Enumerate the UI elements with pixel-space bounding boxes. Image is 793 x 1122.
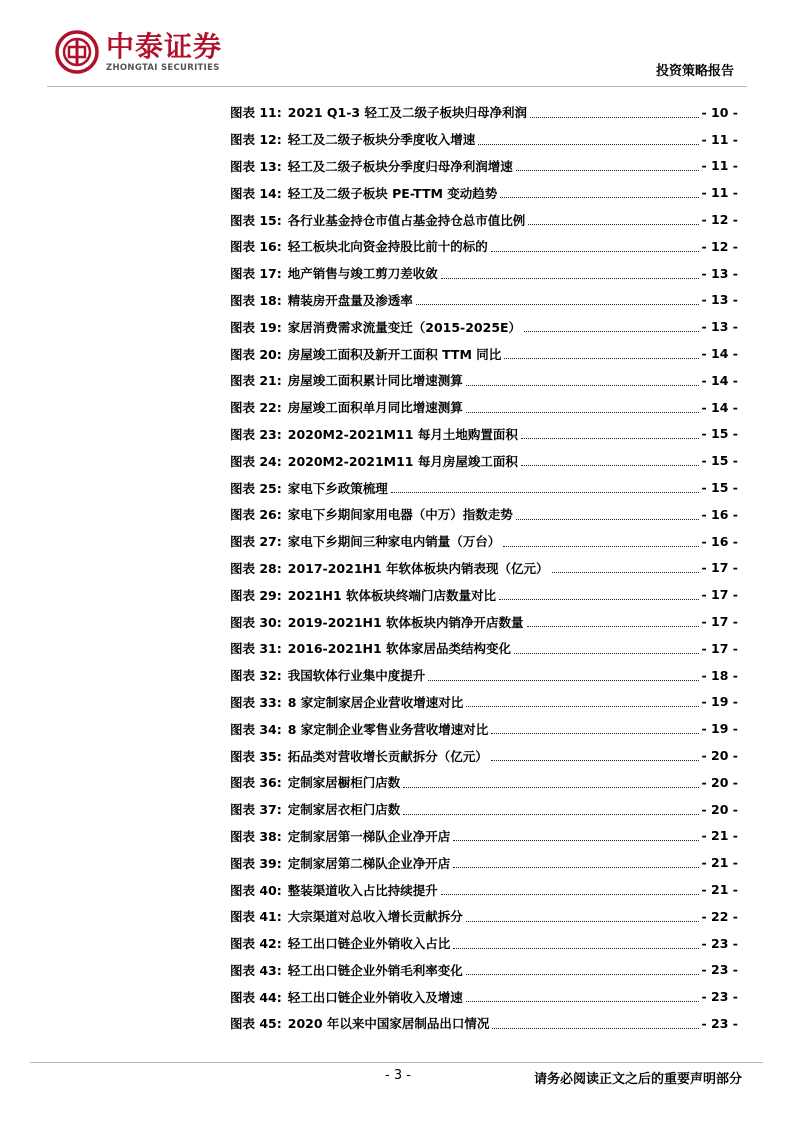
toc-figure-label: 图表 39: (230, 855, 282, 871)
toc-dot-leader (521, 464, 699, 466)
toc-page-number: - 15 - (701, 426, 738, 442)
toc-page-number: - 11 - (701, 158, 738, 174)
company-name-en: ZHONGTAI SECURITIES (106, 63, 220, 73)
toc-figure-label: 图表 32: (230, 668, 282, 684)
toc-entry[interactable] (230, 340, 738, 367)
toc-dot-leader (453, 947, 698, 949)
toc-figure-title: 家居消费需求流量变迁（2015-2025E） (287, 319, 522, 335)
toc-page-number: - 20 - (701, 774, 738, 790)
toc-figure-label: 图表 29: (230, 587, 282, 603)
toc-page-number: - 18 - (701, 667, 738, 683)
toc-figure-label: 图表 18: (230, 292, 282, 308)
toc-figure-label: 图表 33: (230, 694, 282, 710)
header-divider (47, 86, 747, 87)
toc-entry[interactable] (230, 957, 738, 984)
toc-page-number: - 21 - (701, 855, 738, 871)
toc-dot-leader (516, 169, 699, 171)
toc-figure-title: 轻工及二级子板块分季度收入增速 (287, 132, 476, 148)
toc-page-number: - 14 - (701, 346, 738, 362)
toc-figure-label: 图表 27: (230, 534, 282, 550)
toc-figure-title: 8 家定制家居企业营收增速对比 (287, 694, 464, 710)
toc-dot-leader (403, 786, 698, 788)
toc-dot-leader (516, 518, 699, 520)
toc-entry[interactable] (230, 313, 738, 340)
toc-entry[interactable] (230, 474, 738, 501)
toc-figure-title: 大宗渠道对总收入增长贡献拆分 (287, 909, 463, 925)
toc-entry[interactable] (230, 153, 738, 180)
toc-entry[interactable] (230, 126, 738, 153)
toc-figure-title: 我国软体行业集中度提升 (287, 668, 426, 684)
toc-page-number: - 17 - (701, 614, 738, 630)
toc-dot-leader (514, 652, 698, 654)
toc-entry[interactable] (230, 206, 738, 233)
toc-page-number: - 17 - (701, 640, 738, 656)
toc-page-number: - 13 - (701, 292, 738, 308)
toc-page-number: - 15 - (701, 480, 738, 496)
toc-figure-label: 图表 41: (230, 909, 282, 925)
toc-entry[interactable] (230, 742, 738, 769)
toc-figure-title: 轻工出口链企业外销收入及增速 (287, 989, 463, 1005)
toc-entry[interactable] (230, 635, 738, 662)
company-logo (55, 28, 222, 76)
toc-dot-leader (499, 598, 698, 600)
toc-figure-title: 家电下乡政策梳理 (287, 480, 388, 496)
toc-entry[interactable] (230, 983, 738, 1010)
toc-dot-leader (466, 384, 699, 386)
toc-figure-label: 图表 20: (230, 346, 282, 362)
toc-figure-title: 房屋竣工面积及新开工面积 TTM 同比 (287, 346, 502, 362)
toc-dot-leader (441, 277, 699, 279)
toc-entry[interactable] (230, 608, 738, 635)
toc-figure-label: 图表 21: (230, 373, 282, 389)
toc-page-number: - 21 - (701, 828, 738, 844)
toc-figure-title: 定制家居橱柜门店数 (287, 775, 401, 791)
toc-figure-title: 2016-2021H1 软体家居品类结构变化 (287, 641, 512, 657)
toc-figure-title: 家电下乡期间三种家电内销量（万台） (287, 534, 501, 550)
toc-page-number: - 11 - (701, 185, 738, 201)
toc-page-number: - 10 - (701, 104, 738, 120)
toc-figure-label: 图表 28: (230, 560, 282, 576)
toc-dot-leader (528, 223, 698, 225)
toc-figure-title: 轻工出口链企业外销收入占比 (287, 936, 451, 952)
toc-entry[interactable] (230, 581, 738, 608)
toc-figure-title: 2019-2021H1 软体板块内销净开店数量 (287, 614, 524, 630)
toc-dot-leader (391, 491, 699, 493)
toc-figure-label: 图表 15: (230, 212, 282, 228)
toc-figure-label: 图表 17: (230, 266, 282, 282)
toc-dot-leader (527, 625, 699, 627)
toc-entry[interactable] (230, 260, 738, 287)
toc-dot-leader (441, 893, 699, 895)
toc-figure-title: 定制家居第一梯队企业净开店 (287, 828, 451, 844)
toc-figure-label: 图表 44: (230, 989, 282, 1005)
toc-page-number: - 20 - (701, 748, 738, 764)
toc-page-number: - 21 - (701, 882, 738, 897)
toc-dot-leader (453, 839, 698, 841)
toc-page-number: - 17 - (701, 587, 738, 603)
toc-dot-leader (492, 1027, 698, 1029)
toc-figure-label: 图表 16: (230, 239, 282, 255)
toc-figure-label: 图表 36: (230, 775, 282, 791)
toc-figure-title: 定制家居第二梯队企业净开店 (287, 855, 451, 871)
toc-figure-label: 图表 34: (230, 721, 282, 737)
toc-figure-label: 图表 14: (230, 185, 282, 201)
toc-dot-leader (491, 250, 699, 252)
toc-figure-title: 定制家居衣柜门店数 (287, 802, 401, 818)
toc-figure-label: 图表 30: (230, 614, 282, 630)
toc-page-number: - 19 - (701, 721, 738, 737)
toc-figure-title: 轻工板块北向资金持股比前十的标的 (287, 239, 488, 255)
toc-dot-leader (552, 571, 699, 573)
toc-entry[interactable] (230, 555, 738, 582)
toc-page-number: - 23 - (701, 1015, 738, 1031)
zhongtai-logo-icon (55, 30, 99, 74)
toc-entry[interactable] (230, 447, 738, 474)
toc-entry[interactable] (230, 769, 738, 796)
toc-figure-title: 2020 年以来中国家居制品出口情况 (287, 1016, 490, 1032)
toc-page-number: - 15 - (701, 453, 738, 469)
toc-figure-title: 精装房开盘量及渗透率 (287, 292, 413, 308)
toc-entry[interactable] (230, 849, 738, 876)
toc-figure-label: 图表 25: (230, 480, 282, 496)
toc-page-number: - 12 - (701, 238, 738, 254)
toc-dot-leader (466, 973, 699, 975)
toc-dot-leader (491, 759, 699, 761)
toc-dot-leader (478, 143, 698, 145)
toc-entry[interactable] (230, 421, 738, 448)
toc-page-number: - 23 - (701, 935, 738, 951)
toc-figure-title: 房屋竣工面积累计同比增速测算 (287, 373, 463, 389)
page-number: - 3 - (385, 1068, 411, 1083)
toc-page-number: - 14 - (701, 399, 738, 415)
toc-dot-leader (403, 813, 698, 815)
toc-entry[interactable] (230, 662, 738, 689)
toc-entry[interactable] (230, 287, 738, 314)
toc-dot-leader (491, 732, 698, 734)
toc-dot-leader (416, 303, 699, 305)
toc-figure-label: 图表 31: (230, 641, 282, 657)
toc-dot-leader (428, 679, 698, 681)
toc-page-number: - 13 - (701, 265, 738, 281)
toc-entry[interactable] (230, 528, 738, 555)
toc-page-number: - 23 - (701, 989, 738, 1005)
toc-figure-label: 图表 22: (230, 400, 282, 416)
toc-dot-leader (504, 357, 698, 359)
toc-entry[interactable] (230, 367, 738, 394)
toc-figure-title: 拓品类对营收增长贡献拆分（亿元） (287, 748, 488, 764)
toc-figure-title: 各行业基金持仓市值占基金持仓总市值比例 (287, 212, 526, 228)
toc-figure-title: 2020M2-2021M11 每月土地购置面积 (287, 426, 518, 442)
toc-dot-leader (524, 330, 698, 332)
toc-figure-label: 图表 40: (230, 882, 282, 898)
toc-entry[interactable] (230, 233, 738, 260)
toc-page-number: - 13 - (701, 319, 738, 335)
toc-figure-label: 图表 12: (230, 132, 282, 148)
toc-figure-title: 家电下乡期间家用电器（中万）指数走势 (287, 507, 513, 523)
toc-entry[interactable] (230, 689, 738, 716)
toc-dot-leader (466, 411, 699, 413)
toc-page-number: - 22 - (701, 908, 738, 924)
toc-dot-leader (530, 116, 699, 118)
toc-page-number: - 23 - (701, 962, 738, 978)
table-of-figures (230, 99, 738, 1037)
toc-entry[interactable] (230, 99, 738, 126)
toc-dot-leader (500, 196, 698, 198)
toc-figure-title: 2017-2021H1 年软体板块内销表现（亿元） (287, 560, 549, 576)
toc-figure-title: 整装渠道收入占比持续提升 (287, 882, 438, 898)
toc-page-number: - 16 - (701, 533, 738, 549)
toc-figure-label: 图表 11: (230, 105, 282, 121)
toc-figure-label: 图表 37: (230, 802, 282, 818)
toc-figure-title: 2021H1 软体板块终端门店数量对比 (287, 587, 497, 603)
toc-dot-leader (466, 920, 699, 922)
toc-entry[interactable] (230, 823, 738, 850)
toc-figure-title: 2020M2-2021M11 每月房屋竣工面积 (287, 453, 518, 469)
toc-figure-title: 房屋竣工面积单月同比增速测算 (287, 400, 463, 416)
toc-figure-label: 图表 35: (230, 748, 282, 764)
toc-figure-label: 图表 38: (230, 828, 282, 844)
toc-page-number: - 16 - (701, 506, 738, 522)
toc-entry[interactable] (230, 501, 738, 528)
toc-page-number: - 14 - (701, 372, 738, 388)
toc-figure-label: 图表 43: (230, 962, 282, 978)
toc-entry[interactable] (230, 796, 738, 823)
toc-page-number: - 11 - (701, 131, 738, 147)
toc-figure-label: 图表 19: (230, 319, 282, 335)
toc-page-number: - 12 - (701, 212, 738, 228)
toc-entry[interactable] (230, 394, 738, 421)
toc-figure-title: 地产销售与竣工剪刀差收敛 (287, 266, 438, 282)
toc-dot-leader (503, 545, 698, 547)
report-type: 投资策略报告 (655, 64, 734, 79)
toc-page-number: - 17 - (701, 560, 738, 576)
toc-figure-label: 图表 23: (230, 426, 282, 442)
toc-figure-title: 轻工及二级子板块 PE-TTM 变动趋势 (287, 185, 498, 201)
toc-figure-title: 8 家定制企业零售业务营收增速对比 (287, 721, 489, 737)
toc-figure-title: 轻工及二级子板块分季度归母净利润增速 (287, 158, 513, 174)
toc-figure-title: 2021 Q1-3 轻工及二级子板块归母净利润 (287, 105, 527, 121)
toc-entry[interactable] (230, 179, 738, 206)
toc-figure-label: 图表 13: (230, 158, 282, 174)
toc-entry[interactable] (230, 903, 738, 930)
toc-entry[interactable] (230, 876, 738, 903)
toc-page-number: - 20 - (701, 801, 738, 817)
disclaimer: 请务必阅读正文之后的重要声明部分 (533, 1072, 742, 1087)
toc-entry[interactable] (230, 715, 738, 742)
toc-page-number: - 19 - (701, 694, 738, 710)
footer-divider (30, 1062, 763, 1063)
toc-dot-leader (453, 866, 698, 868)
toc-figure-label: 图表 24: (230, 453, 282, 469)
toc-entry[interactable] (230, 930, 738, 957)
toc-entry[interactable] (230, 1010, 738, 1037)
toc-dot-leader (521, 437, 699, 439)
toc-figure-label: 图表 26: (230, 507, 282, 523)
toc-figure-label: 图表 45: (230, 1016, 282, 1032)
toc-dot-leader (466, 1000, 699, 1002)
toc-figure-label: 图表 42: (230, 936, 282, 952)
page-header (0, 0, 793, 92)
toc-figure-title: 轻工出口链企业外销毛利率变化 (287, 962, 463, 978)
toc-dot-leader (466, 705, 698, 707)
company-name-cn: 中泰证券 (106, 30, 223, 63)
